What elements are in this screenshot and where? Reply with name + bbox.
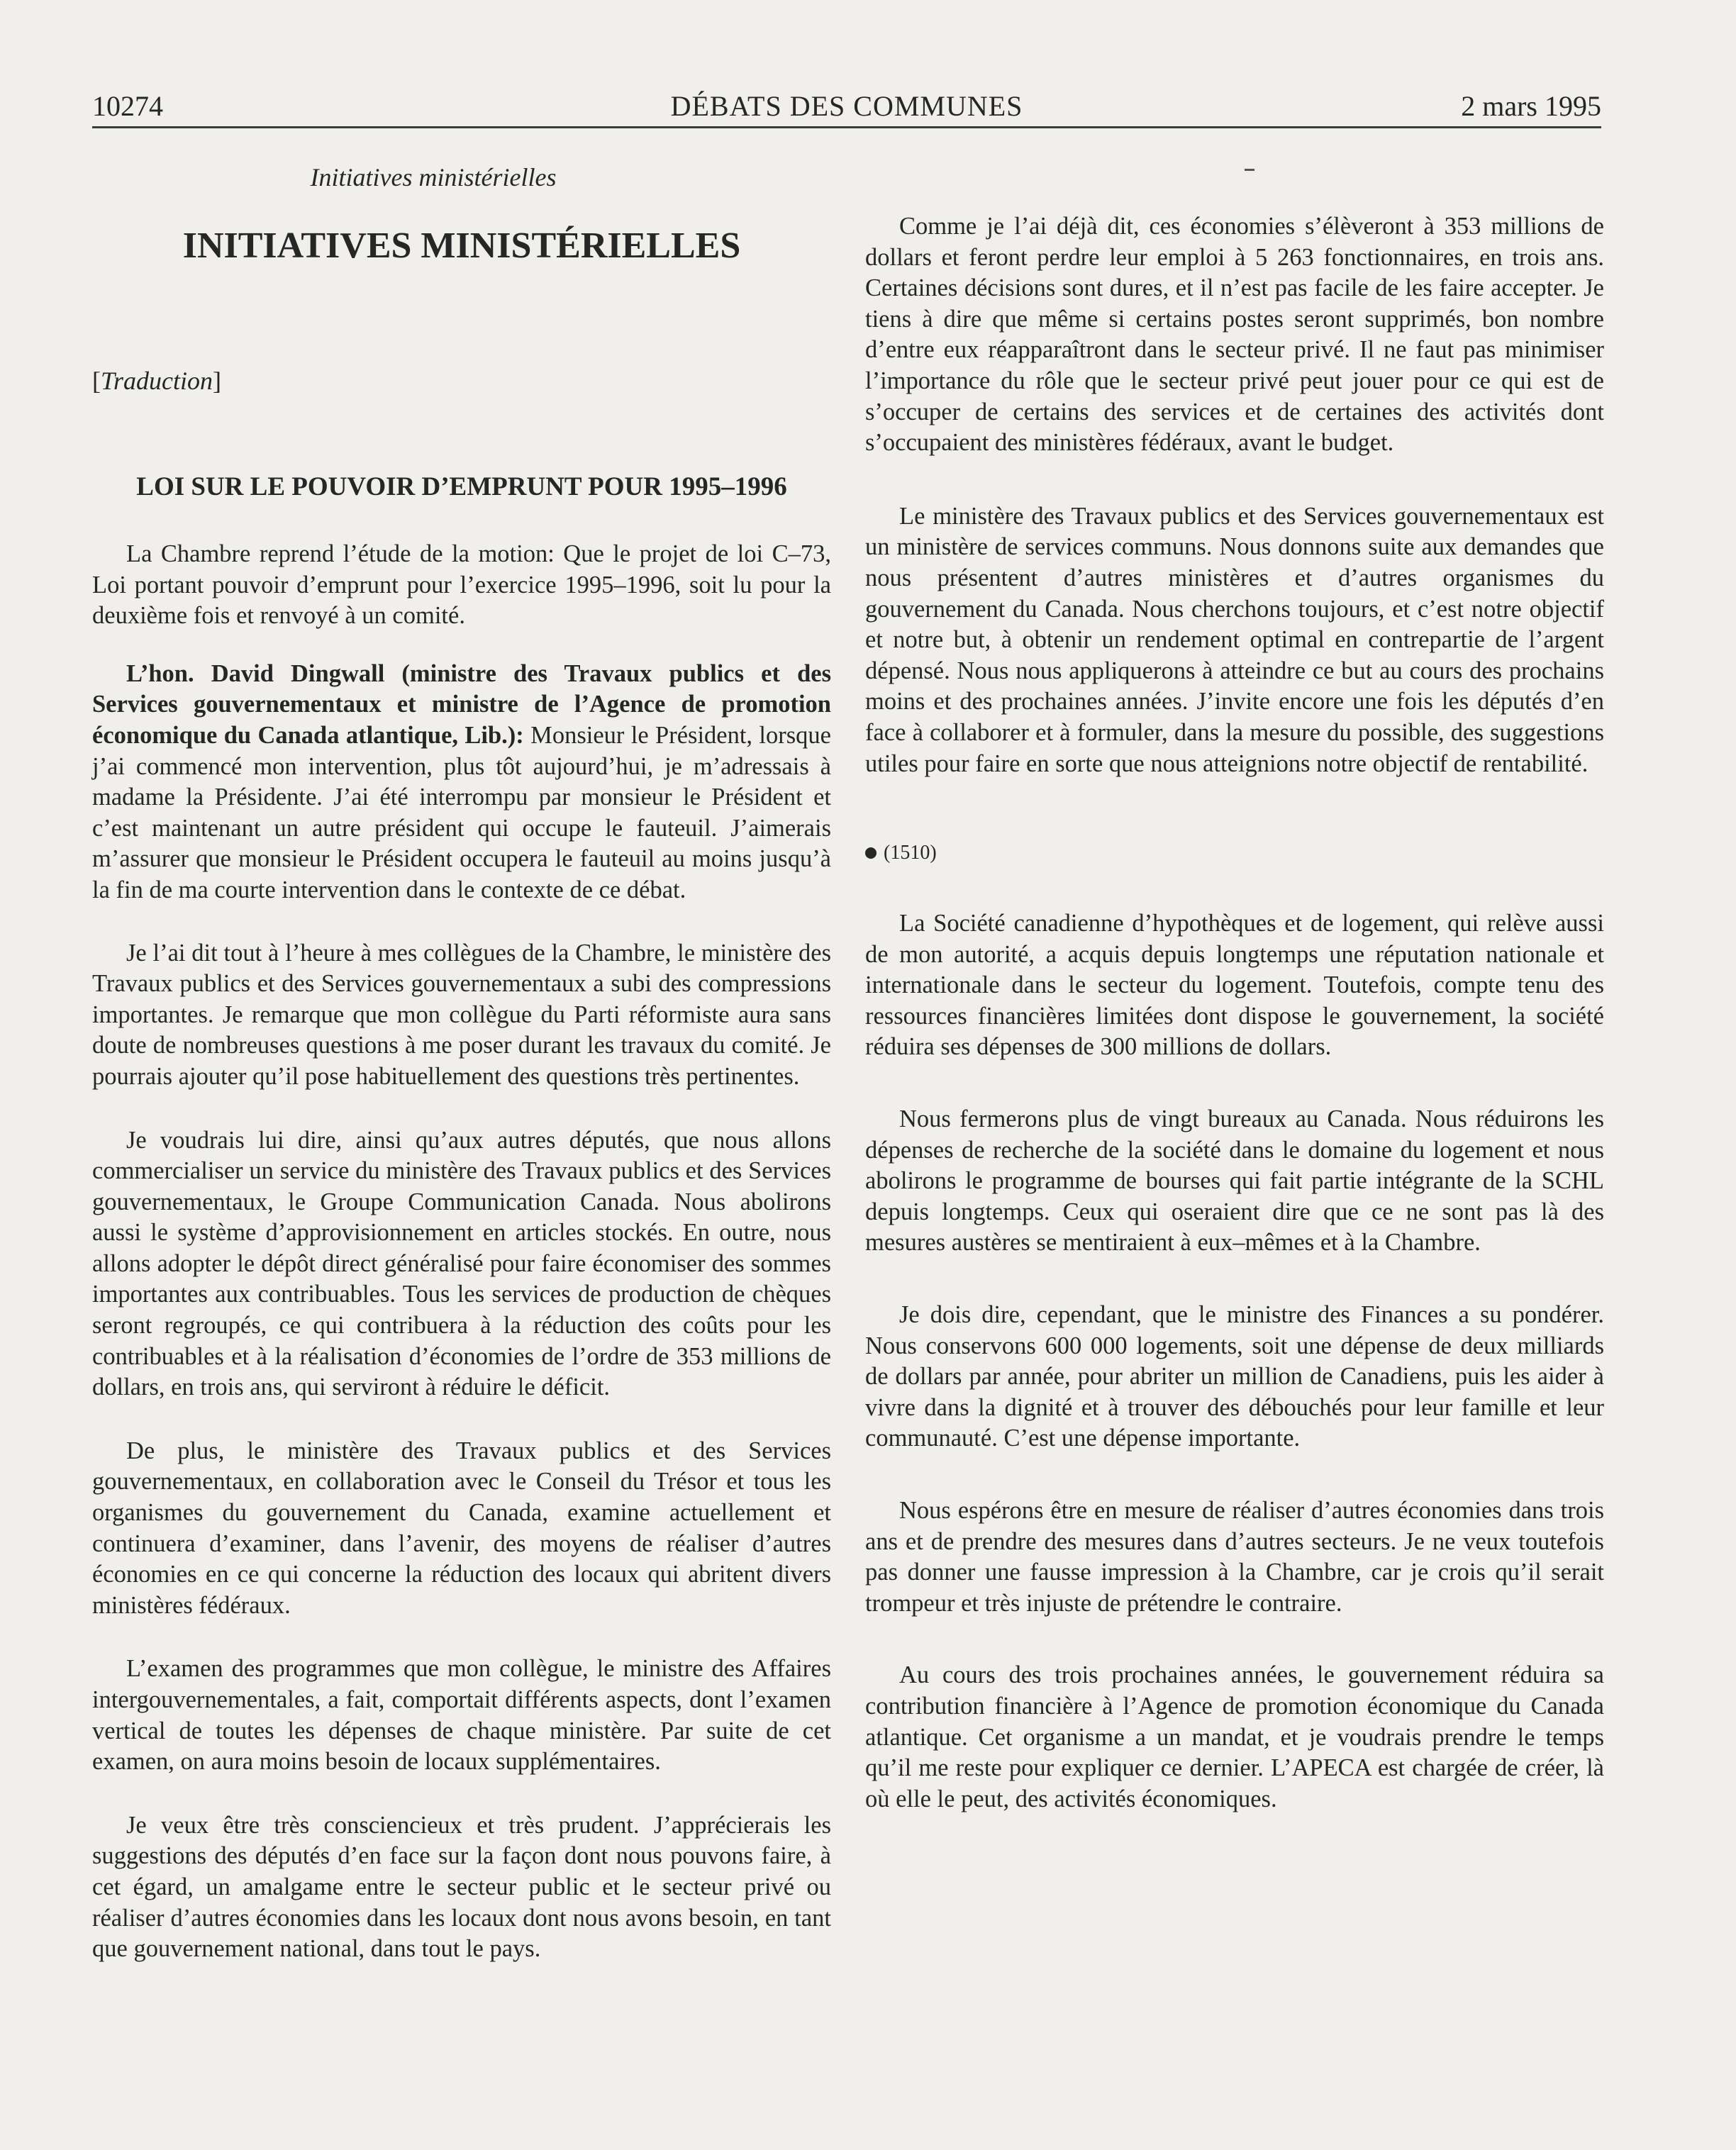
right-column <box>865 156 1604 1815</box>
paragraph: De plus, le ministère des Travaux publics et des Services gouvernementaux, en collaboration avec le Conseil du Trésor et tous les organismes du gouvernement du Canada, examine actuellement et continuera d’examiner, dans l’avenir, des moyens de réaliser d’autres économies en ce qui concerne la réduction des locaux qui abritent divers ministères fédéraux. <box>92 1437 831 1619</box>
paragraph: Comme je l’ai déjà dit, ces économies s’élèveront à 353 millions de dollars et feront perdre leur emploi à 5 263 fonctionnaires, en trois ans. Certaines décisions sont dures, et il n’est pas facile de les faire accepter. Je tiens à dire que même si certains postes seront supprimés, bon nombre d’entre eux réapparaîtront dans le secteur privé. Il ne faut pas minimiser l’importance du rôle que le secteur privé peut jouer pour ce qui est de s’occuper de certains des services et de certaines des activités dont s’occupaient des ministères fédéraux, avant le budget. <box>865 213 1604 457</box>
speech-text: Monsieur le Président, lorsque j’ai commencé mon intervention, plus tôt aujourd’hui, je m’adressais à madame la Présidente. J’ai été interrompu par monsieur le Président et c’est maintenant un autre président qui occupe le fauteuil. J’aimerais m’assurer que monsieur le Président occupera le fauteuil au moins jusqu’à la fin de ma courte intervention dans le contexte de ce débat. <box>92 721 831 903</box>
paragraph: Au cours des trois prochaines années, le gouvernement réduira sa contribution financière à l’Agence de promotion économique du Canada atlantique. Cet organisme a un mandat, et je voudrais prendre le temps qu’il me reste pour expliquer ce dernier. L’APECA est chargée de créer, là où elle le peut, des activités économiques. <box>865 1661 1604 1812</box>
paragraph: Nous fermerons plus de vingt bureaux au Canada. Nous réduirons les dépenses de recherche de la société dans le domaine du logement et nous abolirons le programme de bourses qui fait partie intégrante de la SCHL depuis longtemps. Ceux qui oseraient dire que ce ne sont pas là des mesures austères se mentiraient à eux–mêmes et à la Chambre. <box>865 1105 1604 1257</box>
speaker-name: L’hon. David Dingwall (ministre des Travaux publics et des Services gouvernementaux et ministre de l’Agence de promotion économique du Canada atlantique, Lib.): <box>92 659 831 749</box>
paragraph: Nous espérons être en mesure de réaliser d’autres économies dans trois ans et de prendre des mesures dans d’autres secteurs. Je ne veux toutefois pas donner une fausse impression à la Chambre, car je crois qu’il serait trompeur et très injuste de prétendre le contraire. <box>865 1497 1604 1617</box>
paragraph: La Société canadienne d’hypothèques et de logement, qui relève aussi de mon autorité, a acquis depuis longtemps une réputation nationale et internationale dans le secteur du logement. Toutefois, compte tenu des ressources financières limitées dont dispose le gouvernement, la société réduira ses dépenses de 300 millions de dollars. <box>865 910 1604 1061</box>
paragraph: Je dois dire, cependant, que le ministre des Finances a su pondérer. Nous conservons 600 000 logements, soit une dépense de deux milliards de dollars par année, pour abriter un million de Canadiens, puis les aider à vivre dans la dignité et à trouver des débouchés pour leur famille et leur communauté. C’est une dépense importante. <box>865 1301 1604 1452</box>
paragraph-motion: La Chambre reprend l’étude de la motion: Que le projet de loi C–73, Loi portant pouvoir d’emprunt pour l’exercice 1995–1996, soit lu pour la deuxième fois et renvoyé à un comité. <box>92 540 831 630</box>
bill-title: LOI SUR LE POUVOIR D’EMPRUNT POUR 1995–1996 <box>136 472 787 501</box>
paragraph: Je veux être très consciencieux et très prudent. J’apprécierais les suggestions des députés d’en face sur la façon dont nous pouvons faire, à cet égard, un amalgame entre le secteur public et le secteur privé ou réaliser d’autres économies dans les locaux dont nous avons besoin, en tant que gouvernement national, dans tout le pays. <box>92 1811 831 1963</box>
left-column <box>92 156 831 1965</box>
page-header <box>92 88 1601 128</box>
time-stamp-text: (1510) <box>884 842 937 864</box>
page-number: 10274 <box>92 90 163 122</box>
paragraph: Je voudrais lui dire, ainsi qu’aux autres députés, que nous allons commercialiser un service du ministère des Travaux publics et des Services gouvernementaux, le Groupe Communication Canada. Nous abolirons aussi le système d’approvisionnement en articles stockés. En outre, nous allons adopter le dépôt direct généralisé pour faire économiser des sommes importantes aux contribuables. Tous les services de production de chèques seront regroupés, ce qui contribuera à la réduction des coûts pour les contribuables et à la réalisation d’économies de l’ordre de 353 millions de dollars, en trois ans, qui serviront à réduire le déficit. <box>92 1126 831 1401</box>
running-head: Initiatives ministérielles <box>310 163 557 191</box>
translation-note-word: Traduction <box>101 367 213 395</box>
section-title: INITIATIVES MINISTÉRIELLES <box>182 225 741 266</box>
bullet-icon <box>865 847 877 859</box>
translation-note: [Traduction] <box>92 367 222 395</box>
paragraph: Je l’ai dit tout à l’heure à mes collègues de la Chambre, le ministère des Travaux publics et des Services gouvernementaux a subi des compressions importantes. Je remarque que mon collègue du Parti réformiste aura sans doute de nombreuses questions à me poser durant les travaux du comité. Je pourrais ajouter qu’il pose habituellement des questions très pertinentes. <box>92 939 831 1090</box>
publication-title: DÉBATS DES COMMUNES <box>670 90 1023 122</box>
publication-date: 2 mars 1995 <box>1461 90 1601 122</box>
time-stamp <box>865 839 1604 867</box>
paragraph: Le ministère des Travaux publics et des Services gouvernementaux est un ministère de services communs. Nous donnons suite aux demandes que nous présentent d’autres ministères et d’autres organismes du gouvernement du Canada. Nous cherchons toujours, et c’est notre objectif et notre but, à obtenir un rendement optimal en contrepartie de l’argent dépensé. Nous nous appliquerons à atteindre ce but au cours des prochains moins et des prochaines années. J’invite encore une fois les députés d’en face à collaborer et à formuler, dans la mesure du possible, des suggestions utiles pour faire en sorte que nous atteignions notre objectif de rentabilité. <box>865 502 1604 777</box>
paragraph: L’examen des programmes que mon collègue, le ministre des Affaires intergouvernementales, a fait, comportait différents aspects, dont l’examen vertical de toutes les dépenses de chaque ministère. Par suite de cet examen, on aura moins besoin de locaux supplémentaires. <box>92 1655 831 1776</box>
paragraph-speech-opening <box>92 659 831 906</box>
